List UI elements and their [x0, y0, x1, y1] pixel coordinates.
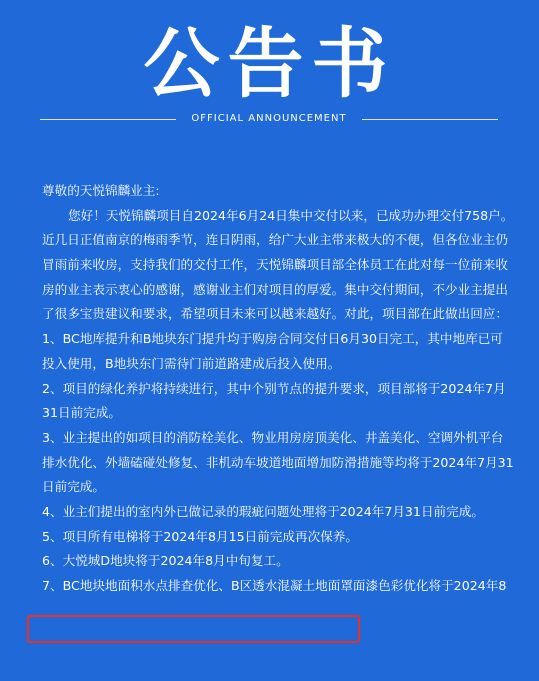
body-line: 7、BC地块地面积水点排查优化、B区透水混凝土地面罩面漆色彩优化将于2024年8 [42, 578, 507, 593]
body-line: 4、业主们提出的室内外已做记录的瑕疵问题处理将于2024年7月31日前完成。 [42, 503, 484, 519]
body-line: 5、项目所有电梯将于2024年8月15日前完成再次保养。 [42, 528, 358, 544]
body-line: 房的业主表示衷心的感谢，感谢业主们对项目的厚爱。集中交付期间，不少业主提出 [42, 281, 508, 297]
body-line: 3、业主提出的如项目的消防栓美化、物业用房房顶美化、井盖美化、空调外机平台 [42, 429, 504, 445]
subtitle: OFFICIAL ANNOUNCEMENT [191, 113, 347, 124]
body-line: 2、项目的绿化养护将持续进行，其中个别节点的提升要求，项目部将于2024年7月 [42, 380, 506, 396]
body-line: 1、BC地库提升和B地块东门提升均于购房合同交付日6月30日完工，其中地库已可 [42, 331, 503, 347]
body-line: 冒雨前来收房，支持我们的交付工作，天悦锦麟项目部全体员工在此对每一位前来收 [42, 257, 508, 273]
body-line: 您好！天悦锦麟项目自2024年6月24日集中交付以来，已成功办理交付758户。 [68, 207, 514, 223]
salutation: 尊敬的天悦锦麟业主: [42, 183, 160, 198]
highlight-box [27, 615, 360, 643]
body-line-highlighted: 6、大悦城D地块将于2024年8月中旬复工。 [42, 553, 289, 569]
body-line: 日前完成。 [42, 479, 105, 495]
subtitle-row [0, 111, 539, 127]
announcement-body [42, 179, 514, 599]
page-title: 公告书 [143, 19, 396, 108]
body-line: 投入使用，B地块东门需待门前道路建成后投入使用。 [42, 355, 341, 371]
subtitle-divider-right [362, 119, 498, 120]
body-line: 了很多宝贵建议和要求，希望项目未来可以越来越好。对此，项目部在此做出回应： [42, 306, 508, 322]
body-line: 排水优化、外墙磕碰处修复、非机动车坡道地面增加防滑措施等均将于2024年7月31 [42, 454, 514, 470]
body-line: 31日前完成。 [42, 405, 121, 421]
body-line: 近几日正值南京的梅雨季节，连日阴雨，给广大业主带来极大的不便，但各位业主仍 [42, 232, 508, 248]
subtitle-divider-left [40, 119, 176, 120]
